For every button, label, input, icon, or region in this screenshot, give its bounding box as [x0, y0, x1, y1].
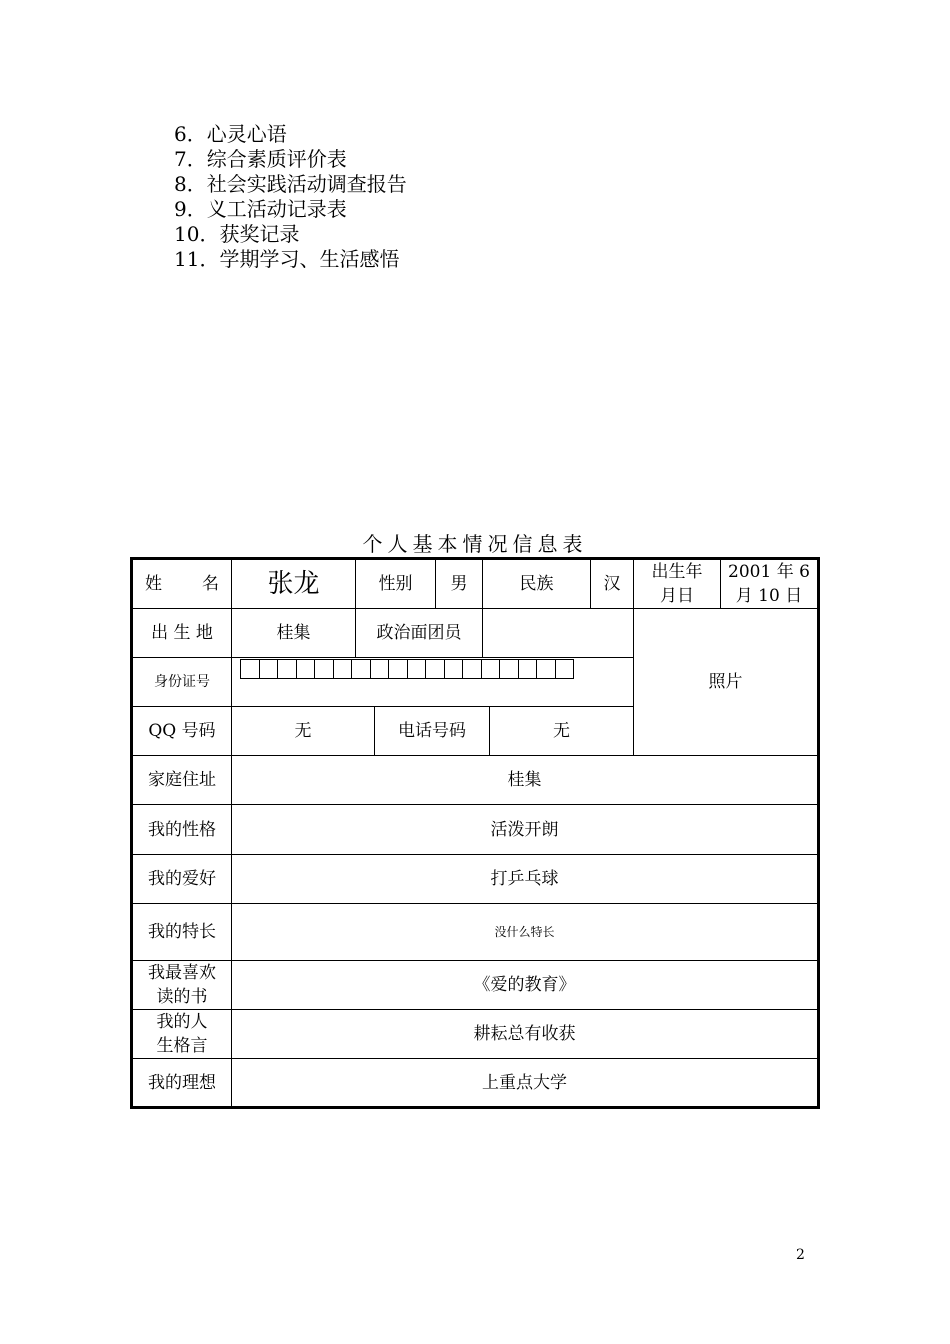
id-digit-box — [315, 659, 334, 679]
id-digit-box — [352, 659, 371, 679]
favorite-book-label-line: 我最喜欢 — [148, 963, 216, 983]
name-label-part: 姓 — [145, 574, 162, 594]
motto-value: 耕耘总有收获 — [231, 1009, 818, 1059]
phone-value: 无 — [489, 706, 634, 756]
hobby-label: 我的爱好 — [132, 854, 232, 904]
dob-value-line: 2001 年 6 — [728, 562, 810, 582]
favorite-book-value: 《爱的教育》 — [231, 960, 818, 1010]
name-label-part: 名 — [202, 574, 219, 594]
dob-label-line: 月日 — [660, 586, 694, 606]
ethnicity-value: 汉 — [590, 559, 634, 609]
dob-value-line: 月 10 日 — [735, 586, 803, 606]
id-digit-box — [463, 659, 482, 679]
personality-label: 我的性格 — [132, 804, 232, 855]
contents-item: 7．综合素质评价表 — [174, 147, 347, 171]
id-digit-box — [426, 659, 445, 679]
motto-label-line: 生格言 — [156, 1036, 208, 1056]
dob-value — [720, 559, 818, 609]
id-digit-box — [408, 659, 427, 679]
id-digit-box — [297, 659, 316, 679]
contents-item: 11．学期学习、生活感悟 — [174, 247, 400, 271]
motto-label — [132, 1009, 232, 1059]
hobby-value: 打乒乓球 — [231, 854, 818, 904]
photo-box: 照片 — [633, 608, 818, 756]
id-digit-box — [500, 659, 519, 679]
qq-value: 无 — [231, 706, 375, 756]
id-digit-box — [389, 659, 408, 679]
birthplace-label: 出 生 地 — [132, 608, 232, 658]
id-digit-box — [334, 659, 353, 679]
ideal-value: 上重点大学 — [231, 1058, 818, 1107]
id-digit-box — [537, 659, 556, 679]
id-digit-box — [556, 659, 575, 679]
gender-value: 男 — [435, 559, 483, 609]
address-label: 家庭住址 — [132, 755, 232, 805]
contents-list — [174, 122, 407, 272]
id-digit-box — [241, 659, 260, 679]
name-label — [132, 559, 232, 609]
id-number-label: 身份证号 — [132, 657, 232, 707]
form-title: 个人基本情况信息表 — [362, 532, 588, 556]
id-number-boxes — [240, 659, 574, 679]
birthplace-value: 桂集 — [231, 608, 356, 658]
specialty-label: 我的特长 — [132, 903, 232, 961]
contents-item: 10．获奖记录 — [174, 222, 300, 246]
id-digit-box — [445, 659, 464, 679]
id-digit-box — [260, 659, 279, 679]
favorite-book-label-line: 读的书 — [156, 987, 208, 1007]
ideal-label: 我的理想 — [132, 1058, 232, 1107]
address-value: 桂集 — [231, 755, 818, 805]
personality-value: 活泼开朗 — [231, 804, 818, 855]
id-digit-box — [482, 659, 501, 679]
contents-item: 6．心灵心语 — [174, 122, 287, 146]
id-digit-box — [371, 659, 390, 679]
contents-item: 9．义工活动记录表 — [174, 197, 347, 221]
specialty-value: 没什么特长 — [231, 903, 818, 961]
gender-label: 性别 — [355, 559, 436, 609]
empty-cell — [482, 608, 634, 658]
page-number: 2 — [796, 1247, 805, 1263]
motto-label-line: 我的人 — [156, 1012, 208, 1032]
qq-label: QQ 号码 — [132, 706, 232, 756]
dob-label — [633, 559, 721, 609]
id-digit-box — [519, 659, 538, 679]
id-digit-box — [278, 659, 297, 679]
phone-label: 电话号码 — [374, 706, 490, 756]
dob-label-line: 出生年 — [651, 562, 703, 582]
contents-item: 8．社会实践活动调查报告 — [174, 172, 407, 196]
ethnicity-label: 民族 — [482, 559, 591, 609]
political-status: 政治面团员 — [355, 608, 483, 658]
name-value: 张龙 — [231, 559, 356, 609]
favorite-book-label — [132, 960, 232, 1010]
